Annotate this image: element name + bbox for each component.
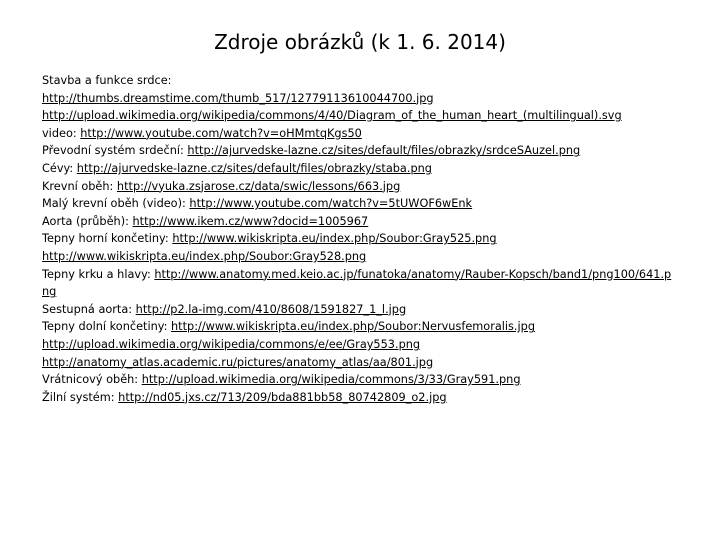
source-entry	[42, 354, 678, 372]
source-link[interactable]: http://p2.la-img.com/410/8608/1591827_1_l.jpg	[135, 302, 407, 316]
source-label: Cévy:	[42, 161, 77, 175]
source-entry	[42, 142, 678, 160]
source-entry	[42, 107, 678, 125]
source-entry	[42, 336, 678, 354]
source-label: Tepny horní končetiny:	[42, 232, 173, 246]
source-entry	[42, 230, 678, 248]
source-entry	[42, 266, 678, 301]
source-link[interactable]: http://upload.wikimedia.org/wikipedia/commons/3/33/Gray591.png	[141, 373, 521, 387]
source-link[interactable]: http://upload.wikimedia.org/wikipedia/commons/4/40/Diagram_of_the_human_heart_(multilingual).svg	[42, 109, 622, 123]
source-entry	[42, 213, 678, 231]
source-entry	[42, 371, 678, 389]
source-label: Krevní oběh:	[42, 179, 117, 193]
source-entry	[42, 195, 678, 213]
source-entry	[42, 72, 678, 90]
source-entry	[42, 90, 678, 108]
source-link[interactable]: http://upload.wikimedia.org/wikipedia/commons/e/ee/Gray553.png	[42, 337, 421, 351]
source-entry	[42, 318, 678, 336]
source-label: Sestupná aorta:	[42, 302, 136, 316]
source-entry	[42, 248, 678, 266]
source-link[interactable]: http://anatomy_atlas.academic.ru/pictures/anatomy_atlas/aa/801.jpg	[42, 355, 434, 369]
sources-list	[42, 72, 678, 406]
source-link[interactable]: http://www.youtube.com/watch?v=oHMmtqKgs50	[80, 126, 362, 140]
source-link[interactable]: http://www.ikem.cz/www?docid=1005967	[132, 214, 369, 228]
source-link[interactable]: http://www.wikiskripta.eu/index.php/Soubor:Gray528.png	[42, 249, 367, 263]
source-label: video:	[42, 126, 81, 140]
source-link[interactable]: http://vyuka.zsjarose.cz/data/swic/lessons/663.jpg	[116, 179, 401, 193]
slide-title: Zdroje obrázků (k 1. 6. 2014)	[214, 30, 506, 54]
source-label: Tepny krku a hlavy:	[42, 267, 155, 281]
source-entry	[42, 125, 678, 143]
source-link[interactable]: http://ajurvedske-lazne.cz/sites/default/files/obrazky/srdceSAuzel.png	[187, 144, 581, 158]
source-link[interactable]: http://www.anatomy.med.keio.ac.jp/funatoka/anatomy/Rauber-Kopsch/band1/png100/641.png	[42, 267, 672, 299]
source-link[interactable]: http://www.wikiskripta.eu/index.php/Soubor:Nervusfemoralis.jpg	[171, 320, 535, 334]
source-entry	[42, 389, 678, 407]
source-label: Malý krevní oběh (video):	[42, 197, 190, 211]
source-entry	[42, 160, 678, 178]
source-label: Aorta (průběh):	[42, 214, 133, 228]
source-label: Převodní systém srdeční:	[42, 144, 188, 158]
source-link[interactable]: http://ajurvedske-lazne.cz/sites/default/files/obrazky/staba.png	[76, 161, 432, 175]
source-label: Tepny dolní končetiny:	[42, 320, 172, 334]
source-link[interactable]: http://nd05.jxs.cz/713/209/bda881bb58_80742809_o2.jpg	[118, 390, 447, 404]
source-label: Stavba a funkce srdce:	[42, 74, 172, 87]
source-link[interactable]: http://www.wikiskripta.eu/index.php/Soubor:Gray525.png	[172, 232, 497, 246]
source-entry	[42, 178, 678, 196]
source-label: Vrátnicový oběh:	[42, 373, 142, 387]
source-link[interactable]: http://www.youtube.com/watch?v=5tUWOF6wEnk	[189, 197, 473, 211]
source-link[interactable]: http://thumbs.dreamstime.com/thumb_517/12779113610044700.jpg	[42, 91, 434, 105]
source-entry	[42, 301, 678, 319]
source-label: Žilní systém:	[42, 390, 119, 404]
